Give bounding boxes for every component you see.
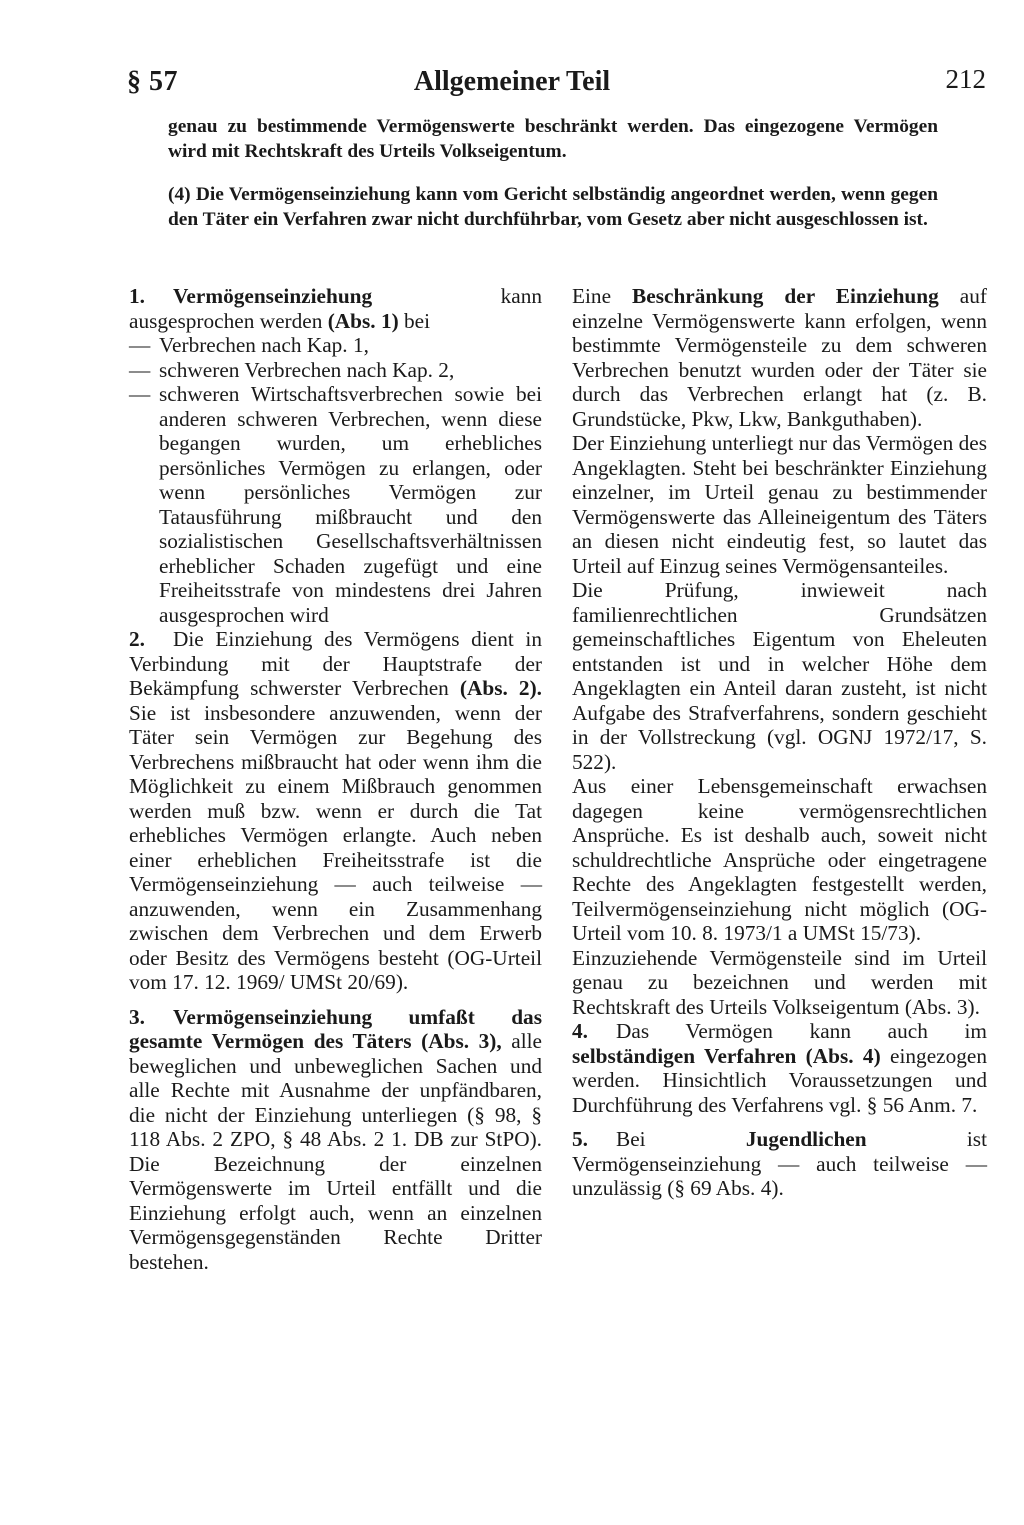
note-3	[129, 1005, 542, 1275]
note-2	[129, 627, 542, 995]
page-number: 212	[945, 64, 986, 94]
note-1	[129, 284, 542, 333]
note-text: kann ausgesprochen werden	[129, 284, 542, 333]
note-keyword: Jugendlichen	[745, 1127, 867, 1151]
note-text: Eine	[572, 284, 633, 308]
commentary-left-column	[129, 284, 542, 1274]
note-text: Das Vermögen kann auch im	[616, 1019, 987, 1043]
note-number: 4.	[572, 1019, 588, 1043]
note-text: alle beweglichen und unbeweglichen Sachen und alle Rechte mit Ausnahme der unpfändbaren, die nicht der Einziehung unterliegen (§ 98, § 118 Abs. 2 ZPO, § 48 Abs. 2 1. DB zur StPO). Die Bezeichnung der einzelnen Vermögenswerte im Urteil entfällt und die Einziehung erfolgt auch, wenn an einzelnen Vermögensgegenständen Rechte Dritter bestehen.	[129, 1029, 542, 1274]
note-text: bei	[398, 308, 431, 333]
note-3-paragraph: Aus einer Lebensgemeinschaft erwachsen dagegen keine vermögensrechtlichen Ansprüche. Es ist deshalb auch, soweit nicht schuldrechtliche Ansprüche oder eingetragene Rechte des Angeklagten festgestellt werden, Teilvermögenseinziehung nicht möglich (OG-Urteil vom 10. 8. 1973/1 a UMSt 15/73).	[572, 774, 987, 945]
list-item-text: schweren Verbrechen nach Kap. 2,	[159, 357, 455, 382]
section-number: § 57	[127, 66, 178, 97]
note-text: Sie ist insbesondere anzuwenden, wenn der Täter sein Vermögen zur Begehung des Verbrechens mißbraucht hat oder wenn ihm die Möglichkeit zu einem Mißbrauch genommen werden muß bzw. wenn er durch die Tat erhebliches Vermögen erlangte. Auch neben einer erheblichen Freiheitsstrafe ist die Vermögenseinziehung — auch teilweise — anzuwenden, wenn ein Zusammenhang zwischen dem Verbrechen und dem Erwerb oder Besitz des Vermögens besteht (OG-Urteil vom 17. 12. 1969/ UMSt 20/69).	[129, 700, 542, 994]
note-keyword: Vermögenseinziehung umfaßt das gesamte Vermögen des Täters (Abs. 3),	[129, 1004, 542, 1053]
note-text: ist Vermögenseinziehung — auch teilweise — unzulässig (§ 69 Abs. 4).	[572, 1127, 988, 1200]
note-5	[572, 1127, 987, 1201]
list-item	[129, 358, 542, 383]
dash-bullet: —	[129, 382, 151, 406]
note-3-paragraph: Die Prüfung, inwieweit nach familienrechtlichen Grundsätzen gemeinschaftliches Eigentum von Eheleuten entstanden ist und in welcher Höhe dem Angeklagten ein Anteil daran zusteht, ist nicht Aufgabe des Strafverfahrens, sondern geschieht in der Vollstreckung (vgl. OGNJ 1972/17, S. 522).	[572, 578, 987, 774]
list-item-text: Verbrechen nach Kap. 1,	[159, 333, 369, 357]
dash-bullet: —	[129, 333, 151, 357]
note-3-paragraph: Einzuziehende Vermögensteile sind im Urteil genau zu bezeichnen und werden mit Rechtskraft des Urteils Volkseigentum (Abs. 3).	[572, 945, 987, 1019]
note-reference: (Abs. 1)	[327, 308, 399, 333]
note-3-continued	[572, 284, 987, 431]
note-4	[572, 1019, 987, 1117]
note-text: Die Einziehung des Vermögens dient in Verbindung mit der Hauptstrafe der Bekämpfung schwerster Verbrechen	[129, 627, 542, 700]
note-number: 3.	[129, 1004, 145, 1029]
list-item	[129, 333, 542, 358]
note-keyword: Vermögenseinziehung	[173, 284, 373, 308]
note-text: auf einzelne Vermögenswerte kann erfolgen, wenn bestimmte Vermögensteile zu dem schweren Verbrechen benutzt wurden oder der Täter sie durch das Verbrechen erlangt hat (z. B. Grundstücke, Pkw, Lkw, Bankguthaben).	[572, 284, 987, 431]
list-item-text: schweren Wirtschaftsverbrechen sowie bei anderen schweren Verbrechen, wenn diese begangen wurden, um erhebliches persönliches Vermögen zu erlangen, oder wenn persönliches Vermögen zur Tatausführung mißbraucht und den sozialistischen Gesellschaftsverhältnissen erheblicher Schaden zugefügt und eine Freiheitsstrafe von mindestens drei Jahren ausgesprochen wird	[159, 382, 542, 627]
note-keyword: selbständigen Verfahren (Abs. 4)	[572, 1043, 881, 1068]
list-item	[129, 382, 542, 627]
note-number: 1.	[129, 284, 145, 308]
note-text: eingezogen werden. Hinsichtlich Voraussetzungen und Durchführung des Verfahrens vgl. § 56 Anm. 7.	[572, 1043, 988, 1117]
statute-text	[168, 114, 938, 232]
statute-paragraph-continued: genau zu bestimmende Vermögenswerte beschränkt werden. Das eingezogene Vermögen wird mit Rechtskraft des Urteils Volkseigentum.	[168, 116, 938, 162]
note-text: Bei	[616, 1127, 746, 1151]
commentary-right-column	[572, 284, 987, 1201]
note-number: 5.	[572, 1127, 588, 1151]
page-header	[0, 60, 1024, 100]
note-keyword: Beschränkung der Einziehung	[632, 284, 939, 308]
note-3-paragraph: Der Einziehung unterliegt nur das Vermögen des Angeklagten. Steht bei beschränkter Einziehung einzelner, im Urteil genau zu bestimmender Vermögenswerte das Alleineigentum des Täters an diesen nicht eindeutig fest, so lautet das Urteil auf Einzug seines Vermögensanteiles.	[572, 431, 987, 578]
dash-bullet: —	[129, 357, 151, 382]
note-number: 2.	[129, 627, 145, 651]
page-title: Allgemeiner Teil	[413, 66, 611, 97]
note-reference: (Abs. 2).	[459, 676, 542, 700]
statute-paragraph-4: (4) Die Vermögenseinziehung kann vom Gericht selbständig angeordnet werden, wenn gegen den Täter ein Verfahren zwar nicht durchführbar, vom Gesetz aber nicht ausgeschlossen ist.	[168, 184, 938, 230]
